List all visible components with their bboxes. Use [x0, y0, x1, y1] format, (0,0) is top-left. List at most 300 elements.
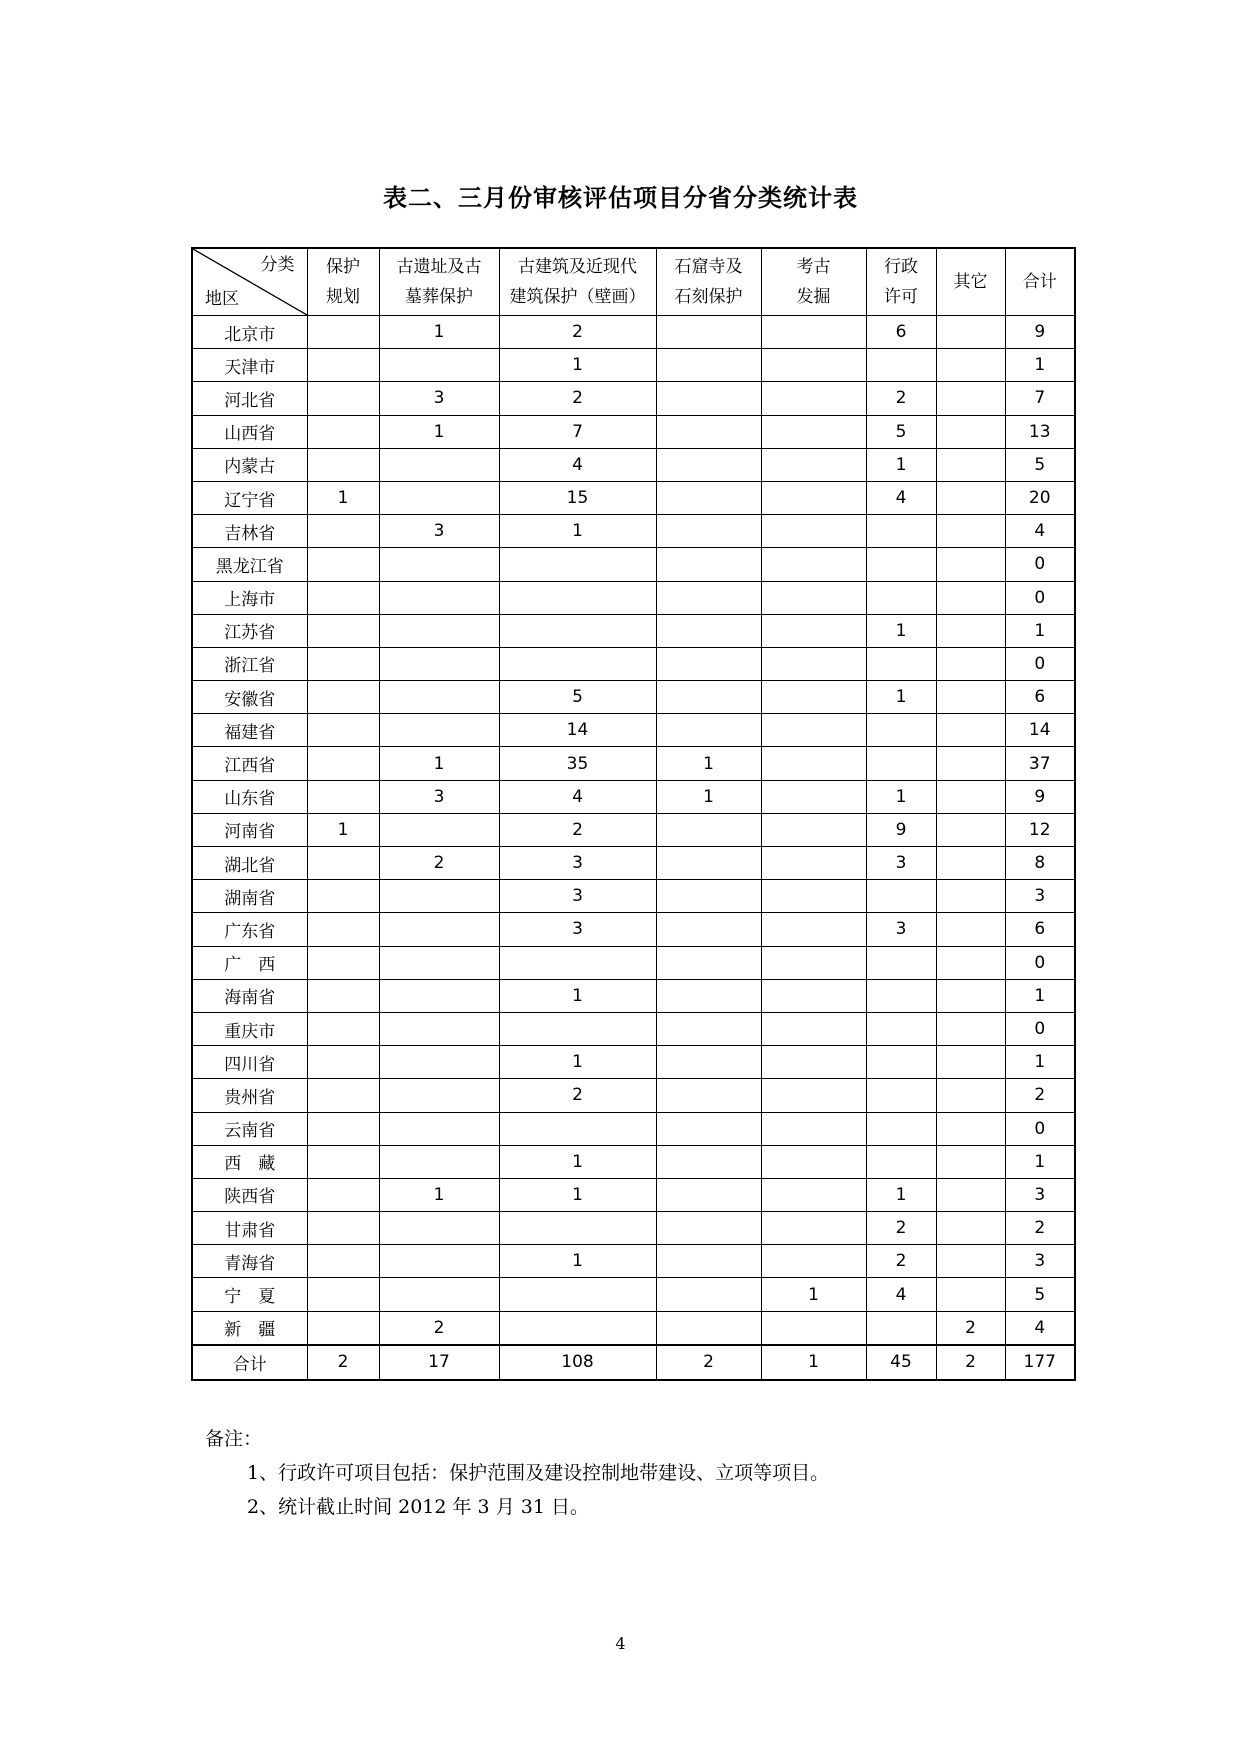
count-cell	[761, 1112, 866, 1145]
count-cell	[936, 1278, 1005, 1311]
table-row	[192, 581, 1075, 614]
count-cell: 2	[499, 1079, 656, 1112]
count-cell	[307, 747, 379, 780]
count-cell	[936, 1178, 1005, 1211]
count-cell	[307, 913, 379, 946]
row-total-cell: 0	[1005, 581, 1075, 614]
count-cell: 1	[499, 515, 656, 548]
row-total-cell: 20	[1005, 481, 1075, 514]
count-cell	[761, 647, 866, 680]
count-cell	[936, 946, 1005, 979]
count-cell	[936, 1012, 1005, 1045]
row-total-cell: 9	[1005, 780, 1075, 813]
column-header-line1: 古遗址及古	[396, 257, 482, 277]
count-cell	[656, 1112, 761, 1145]
page-number: 4	[615, 1634, 626, 1653]
table-row	[192, 1178, 1075, 1211]
count-cell	[656, 1278, 761, 1311]
column-header	[761, 248, 866, 316]
count-cell	[761, 681, 866, 714]
count-cell	[761, 1079, 866, 1112]
count-cell: 3	[379, 382, 499, 415]
count-cell	[656, 415, 761, 448]
count-cell: 2	[866, 1245, 936, 1278]
count-cell	[936, 647, 1005, 680]
count-cell	[936, 448, 1005, 481]
count-cell	[936, 813, 1005, 846]
column-header-line1: 合计	[1022, 272, 1057, 292]
count-cell: 9	[866, 813, 936, 846]
count-cell	[936, 481, 1005, 514]
table-row	[192, 515, 1075, 548]
count-cell	[761, 1046, 866, 1079]
region-name-cell: 黑龙江省	[192, 548, 307, 581]
count-cell	[761, 880, 866, 913]
count-cell: 1	[866, 614, 936, 647]
region-name-cell: 四川省	[192, 1046, 307, 1079]
count-cell	[656, 714, 761, 747]
count-cell	[656, 548, 761, 581]
count-cell: 6	[866, 316, 936, 349]
column-header-line1: 行政	[884, 257, 918, 277]
region-name-cell: 广 西	[192, 946, 307, 979]
row-total-cell: 0	[1005, 548, 1075, 581]
count-cell	[656, 880, 761, 913]
count-cell: 7	[499, 415, 656, 448]
total-cell: 2	[656, 1345, 761, 1380]
region-name-cell: 江苏省	[192, 614, 307, 647]
count-cell	[761, 780, 866, 813]
count-cell	[379, 1145, 499, 1178]
table-row	[192, 714, 1075, 747]
count-cell: 1	[656, 780, 761, 813]
count-cell	[866, 581, 936, 614]
count-cell	[307, 614, 379, 647]
count-cell: 1	[656, 747, 761, 780]
count-cell	[761, 979, 866, 1012]
count-cell	[936, 1112, 1005, 1145]
count-cell	[936, 1245, 1005, 1278]
table-row	[192, 880, 1075, 913]
table-row	[192, 647, 1075, 680]
region-name-cell: 西 藏	[192, 1145, 307, 1178]
row-total-cell: 12	[1005, 813, 1075, 846]
count-cell: 3	[379, 515, 499, 548]
column-header-line2: 许可	[884, 287, 918, 307]
count-cell: 1	[866, 1178, 936, 1211]
total-cell: 108	[499, 1345, 656, 1380]
count-cell	[499, 946, 656, 979]
count-cell	[936, 1145, 1005, 1178]
count-cell	[307, 1112, 379, 1145]
count-cell	[307, 349, 379, 382]
count-cell	[866, 1012, 936, 1045]
count-cell	[307, 1079, 379, 1112]
table-row	[192, 481, 1075, 514]
row-total-cell: 3	[1005, 880, 1075, 913]
count-cell	[936, 614, 1005, 647]
count-cell	[866, 1079, 936, 1112]
grand-total-cell: 177	[1005, 1345, 1075, 1380]
count-cell	[936, 1212, 1005, 1245]
count-cell	[866, 1112, 936, 1145]
count-cell	[866, 946, 936, 979]
column-header-line1: 石窟寺及	[674, 257, 743, 277]
count-cell	[307, 581, 379, 614]
region-name-cell: 甘肃省	[192, 1212, 307, 1245]
table-title: 表二、三月份审核评估项目分省分类统计表	[383, 184, 858, 212]
row-total-cell: 3	[1005, 1178, 1075, 1211]
total-row	[192, 1345, 1075, 1380]
count-cell	[656, 349, 761, 382]
table-row	[192, 747, 1075, 780]
count-cell	[307, 316, 379, 349]
count-cell: 1	[499, 1046, 656, 1079]
count-cell	[761, 548, 866, 581]
column-header-line2: 墓葬保护	[405, 287, 473, 307]
count-cell	[936, 316, 1005, 349]
table-row	[192, 614, 1075, 647]
region-axis-label: 地区	[205, 289, 239, 309]
table-row	[192, 1012, 1075, 1045]
count-cell	[866, 979, 936, 1012]
count-cell	[656, 1245, 761, 1278]
count-cell: 1	[499, 1245, 656, 1278]
count-cell	[656, 614, 761, 647]
count-cell	[499, 1278, 656, 1311]
count-cell	[379, 714, 499, 747]
table-row	[192, 813, 1075, 846]
region-name-cell: 河南省	[192, 813, 307, 846]
count-cell: 1	[379, 747, 499, 780]
count-cell	[761, 448, 866, 481]
count-cell	[656, 681, 761, 714]
count-cell: 15	[499, 481, 656, 514]
column-header-line2: 规划	[326, 287, 360, 307]
count-cell	[656, 1046, 761, 1079]
count-cell	[656, 481, 761, 514]
header-row	[192, 248, 1075, 316]
count-cell: 2	[379, 847, 499, 880]
column-header-line2: 石刻保护	[674, 287, 743, 307]
count-cell	[379, 1012, 499, 1045]
row-total-cell: 1	[1005, 1145, 1075, 1178]
column-header	[656, 248, 761, 316]
total-label: 合计	[192, 1345, 307, 1380]
count-cell	[936, 913, 1005, 946]
row-total-cell: 0	[1005, 1112, 1075, 1145]
table-row	[192, 415, 1075, 448]
count-cell: 3	[499, 847, 656, 880]
count-cell: 1	[379, 415, 499, 448]
region-name-cell: 浙江省	[192, 647, 307, 680]
count-cell	[761, 813, 866, 846]
count-cell	[307, 946, 379, 979]
row-total-cell: 1	[1005, 614, 1075, 647]
column-header	[1005, 248, 1075, 316]
count-cell	[761, 415, 866, 448]
table-row	[192, 1311, 1075, 1345]
region-name-cell: 天津市	[192, 349, 307, 382]
count-cell: 1	[379, 1178, 499, 1211]
column-header	[866, 248, 936, 316]
count-cell	[379, 913, 499, 946]
count-cell	[379, 979, 499, 1012]
region-name-cell: 云南省	[192, 1112, 307, 1145]
count-cell	[656, 581, 761, 614]
count-cell: 1	[499, 1178, 656, 1211]
table-body	[192, 316, 1075, 1345]
count-cell	[307, 515, 379, 548]
count-cell: 2	[499, 382, 656, 415]
count-cell	[499, 581, 656, 614]
region-name-cell: 福建省	[192, 714, 307, 747]
count-cell	[499, 1112, 656, 1145]
count-cell	[866, 647, 936, 680]
count-cell	[379, 647, 499, 680]
count-cell	[936, 1046, 1005, 1079]
count-cell	[656, 316, 761, 349]
count-cell	[656, 1079, 761, 1112]
count-cell	[761, 581, 866, 614]
count-cell	[307, 681, 379, 714]
row-total-cell: 0	[1005, 647, 1075, 680]
count-cell	[936, 847, 1005, 880]
count-cell	[656, 1145, 761, 1178]
count-cell	[936, 780, 1005, 813]
table-row	[192, 316, 1075, 349]
row-total-cell: 13	[1005, 415, 1075, 448]
region-name-cell: 湖北省	[192, 847, 307, 880]
count-cell	[307, 1212, 379, 1245]
count-cell	[936, 581, 1005, 614]
region-name-cell: 湖南省	[192, 880, 307, 913]
row-total-cell: 14	[1005, 714, 1075, 747]
count-cell: 4	[866, 481, 936, 514]
count-cell: 1	[379, 316, 499, 349]
region-name-cell: 江西省	[192, 747, 307, 780]
count-cell	[307, 1012, 379, 1045]
table-row	[192, 1145, 1075, 1178]
row-total-cell: 7	[1005, 382, 1075, 415]
count-cell	[761, 382, 866, 415]
region-name-cell: 内蒙古	[192, 448, 307, 481]
region-name-cell: 海南省	[192, 979, 307, 1012]
count-cell: 35	[499, 747, 656, 780]
region-name-cell: 安徽省	[192, 681, 307, 714]
count-cell	[379, 946, 499, 979]
count-cell	[656, 813, 761, 846]
count-cell	[656, 946, 761, 979]
count-cell	[761, 714, 866, 747]
row-total-cell: 4	[1005, 1311, 1075, 1345]
total-cell: 2	[936, 1345, 1005, 1380]
column-header-line1: 保护	[326, 257, 360, 277]
column-header-line1: 其它	[953, 272, 988, 292]
count-cell	[656, 913, 761, 946]
table-row	[192, 913, 1075, 946]
count-cell: 1	[761, 1278, 866, 1311]
region-name-cell: 河北省	[192, 382, 307, 415]
count-cell	[936, 349, 1005, 382]
table-row	[192, 847, 1075, 880]
count-cell	[307, 548, 379, 581]
count-cell	[499, 548, 656, 581]
region-name-cell: 北京市	[192, 316, 307, 349]
column-header	[379, 248, 499, 316]
row-total-cell: 8	[1005, 847, 1075, 880]
count-cell: 3	[499, 913, 656, 946]
table-row	[192, 1079, 1075, 1112]
column-header-line2: 发掘	[796, 287, 831, 307]
count-cell	[936, 1079, 1005, 1112]
count-cell: 1	[499, 349, 656, 382]
region-name-cell: 吉林省	[192, 515, 307, 548]
count-cell	[379, 448, 499, 481]
count-cell: 1	[499, 979, 656, 1012]
count-cell	[379, 880, 499, 913]
count-cell: 4	[499, 780, 656, 813]
column-header-line2: 建筑保护（壁画）	[509, 287, 646, 307]
region-name-cell: 贵州省	[192, 1079, 307, 1112]
count-cell	[761, 1178, 866, 1211]
table-row	[192, 1112, 1075, 1145]
region-name-cell: 辽宁省	[192, 481, 307, 514]
column-header-line1: 古建筑及近现代	[518, 257, 637, 277]
count-cell	[936, 382, 1005, 415]
count-cell	[307, 647, 379, 680]
count-cell	[761, 1212, 866, 1245]
count-cell	[307, 847, 379, 880]
column-header	[936, 248, 1005, 316]
count-cell	[936, 681, 1005, 714]
row-total-cell: 6	[1005, 681, 1075, 714]
count-cell: 5	[499, 681, 656, 714]
count-cell: 4	[866, 1278, 936, 1311]
table-row	[192, 1278, 1075, 1311]
count-cell	[866, 880, 936, 913]
region-name-cell: 重庆市	[192, 1012, 307, 1045]
count-cell	[499, 614, 656, 647]
column-header	[307, 248, 379, 316]
count-cell	[866, 1145, 936, 1178]
count-cell	[379, 349, 499, 382]
count-cell	[656, 1212, 761, 1245]
count-cell	[761, 1012, 866, 1045]
count-cell	[761, 316, 866, 349]
table-row	[192, 979, 1075, 1012]
count-cell	[379, 1079, 499, 1112]
region-name-cell: 山东省	[192, 780, 307, 813]
count-cell	[307, 979, 379, 1012]
count-cell	[656, 382, 761, 415]
count-cell	[379, 813, 499, 846]
count-cell: 1	[307, 481, 379, 514]
count-cell: 1	[499, 1145, 656, 1178]
column-header	[499, 248, 656, 316]
count-cell	[379, 481, 499, 514]
count-cell	[307, 1046, 379, 1079]
count-cell	[761, 913, 866, 946]
row-total-cell: 3	[1005, 1245, 1075, 1278]
count-cell	[307, 382, 379, 415]
table-row	[192, 448, 1075, 481]
count-cell: 2	[866, 1212, 936, 1245]
note-item: 1、行政许可项目包括：保护范围及建设控制地带建设、立项等项目。	[247, 1462, 830, 1484]
count-cell: 5	[866, 415, 936, 448]
region-name-cell: 陕西省	[192, 1178, 307, 1211]
count-cell	[307, 880, 379, 913]
count-cell	[761, 515, 866, 548]
row-total-cell: 1	[1005, 349, 1075, 382]
notes-section	[205, 1422, 829, 1524]
region-name-cell: 上海市	[192, 581, 307, 614]
count-cell	[936, 515, 1005, 548]
count-cell	[307, 1245, 379, 1278]
count-cell	[307, 448, 379, 481]
count-cell	[656, 979, 761, 1012]
count-cell: 3	[379, 780, 499, 813]
count-cell	[499, 647, 656, 680]
count-cell: 1	[307, 813, 379, 846]
count-cell: 2	[379, 1311, 499, 1345]
region-name-cell: 新 疆	[192, 1311, 307, 1345]
count-cell	[936, 979, 1005, 1012]
count-cell	[379, 614, 499, 647]
count-cell	[307, 1278, 379, 1311]
count-cell	[936, 747, 1005, 780]
count-cell	[761, 747, 866, 780]
region-name-cell: 山西省	[192, 415, 307, 448]
row-total-cell: 1	[1005, 979, 1075, 1012]
total-cell: 1	[761, 1345, 866, 1380]
count-cell	[761, 481, 866, 514]
count-cell	[379, 548, 499, 581]
count-cell	[499, 1311, 656, 1345]
count-cell	[379, 1212, 499, 1245]
count-cell: 2	[499, 316, 656, 349]
count-cell	[761, 1145, 866, 1178]
table-row	[192, 1245, 1075, 1278]
region-name-cell: 广东省	[192, 913, 307, 946]
count-cell	[761, 614, 866, 647]
table-row	[192, 780, 1075, 813]
count-cell: 1	[866, 681, 936, 714]
count-cell: 14	[499, 714, 656, 747]
count-cell	[307, 714, 379, 747]
count-cell	[379, 1278, 499, 1311]
row-total-cell: 4	[1005, 515, 1075, 548]
count-cell	[379, 1112, 499, 1145]
row-total-cell: 0	[1005, 946, 1075, 979]
count-cell: 1	[866, 780, 936, 813]
table-row	[192, 681, 1075, 714]
category-axis-label: 分类	[260, 255, 295, 275]
row-total-cell: 5	[1005, 1278, 1075, 1311]
count-cell	[379, 581, 499, 614]
count-cell	[656, 1178, 761, 1211]
count-cell: 2	[499, 813, 656, 846]
row-total-cell: 9	[1005, 316, 1075, 349]
count-cell	[656, 847, 761, 880]
count-cell: 1	[866, 448, 936, 481]
count-cell	[499, 1012, 656, 1045]
count-cell	[307, 1311, 379, 1345]
count-cell	[866, 548, 936, 581]
diagonal-header-cell	[192, 248, 307, 316]
count-cell	[936, 548, 1005, 581]
row-total-cell: 0	[1005, 1012, 1075, 1045]
